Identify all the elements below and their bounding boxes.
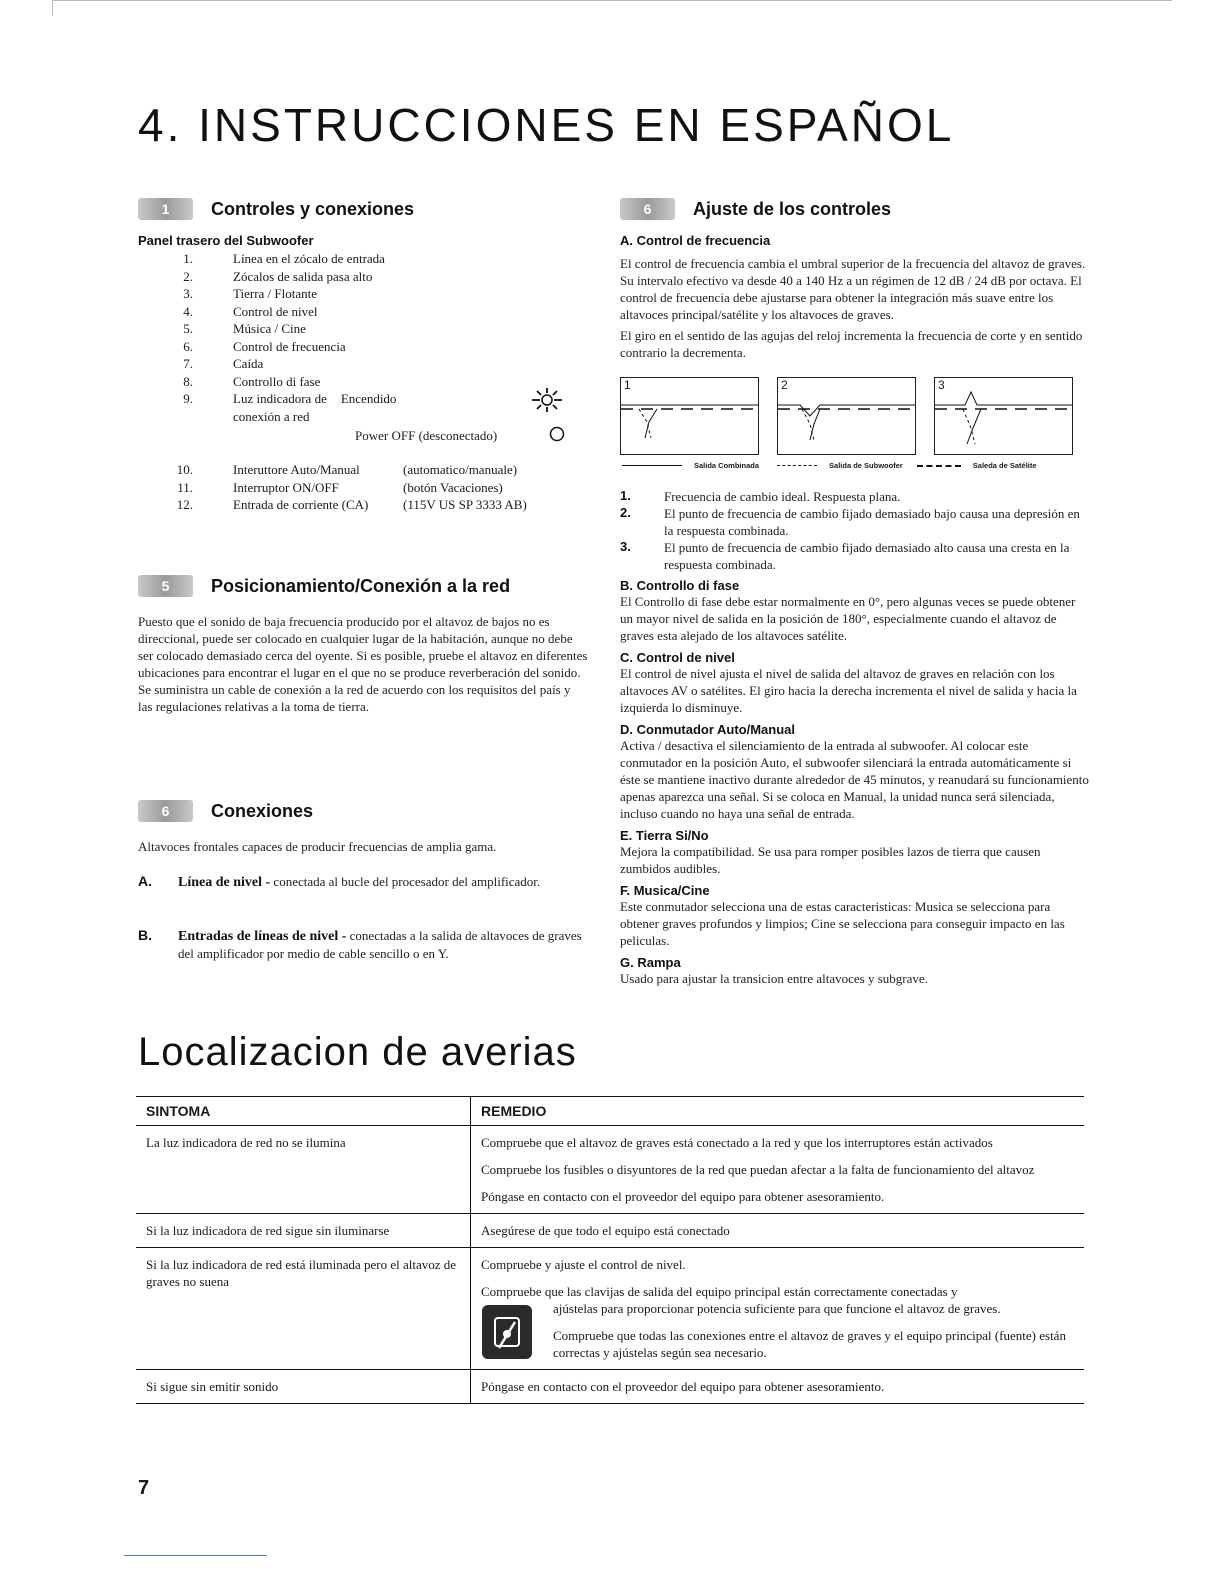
- list-item: 8. Controllo di fase: [183, 373, 321, 389]
- power-off-label: Power OFF (desconectado): [355, 428, 498, 443]
- list-item: 6. Control de frecuencia: [183, 338, 346, 354]
- table-row: [136, 1126, 1084, 1214]
- power-off-icon: [548, 425, 566, 443]
- legend-label: Salida Combinada: [694, 461, 760, 470]
- list-item: 2. Zócalos de salida pasa alto: [183, 268, 373, 284]
- list-item: 9. Luz indicadora de Encendido: [183, 391, 397, 406]
- legend-label: Saleda de Satélite: [972, 461, 1037, 470]
- list-item: 5. Música / Cine: [183, 321, 306, 336]
- list-item: 10. Interuttore Auto/Manual (automatico/manuale): [176, 462, 518, 477]
- connection-item-b: B. Entradas de líneas de nivel - conectadas a la salida de altavoces de graves del amplificador por medio de cable sencillo o en Y.: [138, 927, 582, 961]
- section-1-header: [138, 196, 414, 222]
- level-control-text: El control de nivel ajusta el nivel de salida del altavoz de graves en relación con los altavoces AV o satélites. El giro hacia la derecha incrementa el nivel de salida y hacia la izquierda lo disminuye.: [620, 666, 1077, 715]
- ground-heading: E. Tierra Si/No: [620, 828, 709, 843]
- paragraph: El control de frecuencia cambia el umbral superior de la frecuencia del altavoz de graves. Su intervalo efectivo va desde 40 a 140 Hz a un régimen de 12 dB / 24 dB por octava. El control de frecuencia debe ajustarse para obtener la integración más suave entre los altavoces principal/satélite y los altavoces de graves.: [620, 256, 1086, 322]
- section-title: Ajuste de los controles: [693, 198, 892, 219]
- list-item: 3. El punto de frecuencia de cambio fijado demasiado alto causa una cresta en la respuesta combinada.: [620, 539, 1070, 572]
- section-badge: 6: [620, 198, 675, 220]
- list-item: 12. Entrada de corriente (CA) (115V US SP 3333 AB): [176, 497, 527, 512]
- section-6-adjust-header: [620, 196, 891, 222]
- hand-adjust-icon: [481, 1304, 533, 1360]
- table-row: [136, 1214, 1084, 1248]
- music-cinema-heading: F. Musica/Cine: [620, 883, 710, 898]
- level-control-heading: C. Control de nivel: [620, 650, 735, 665]
- frequency-control-text: [620, 255, 1088, 361]
- troubleshooting-title: Localizacion de averias: [138, 1030, 577, 1074]
- crossover-diagram-1: 1: [620, 377, 759, 455]
- legend-line-dashed: [777, 465, 817, 466]
- table-row: [136, 1248, 1084, 1370]
- controls-details: [620, 578, 1090, 987]
- remedy-cell: Asegúrese de que todo el equipo está conectado: [471, 1214, 1085, 1248]
- symptom-cell: Si la luz indicadora de red sigue sin iluminarse: [136, 1214, 471, 1248]
- scan-border-left: [52, 0, 53, 16]
- crossover-diagram-2: 2: [777, 377, 916, 455]
- list-item: 1. Frecuencia de cambio ideal. Respuesta plana.: [620, 488, 901, 504]
- section-badge: 5: [138, 575, 193, 597]
- table-row: [136, 1370, 1084, 1404]
- legend-line-long-dash: [917, 465, 961, 467]
- scan-artifact-line: [124, 1555, 267, 1556]
- crossover-explanations: [620, 488, 1090, 573]
- section-badge: 1: [138, 198, 193, 220]
- list-item: 1. Línea en el zócalo de entrada: [183, 251, 385, 266]
- crossover-diagram-3: 3: [934, 377, 1073, 455]
- positioning-text: [138, 613, 588, 715]
- scan-border-top: [52, 0, 1172, 1]
- power-on-icon: [530, 387, 564, 413]
- ramp-heading: G. Rampa: [620, 955, 681, 970]
- connection-item-a: A. Línea de nivel - conectada al bucle del procesador del amplificador.: [138, 873, 541, 890]
- list-item: 4. Control de nivel: [183, 303, 318, 319]
- column-header-symptom: SINTOMA: [136, 1097, 471, 1126]
- section-title: Conexiones: [211, 800, 314, 821]
- remedy-cell: Compruebe que el altavoz de graves está conectado a la red y que los interruptores están activados Compruebe los fusibles o disyuntores de la red que puedan afectar a la falta de funcionamiento del altavoz Póngase en contacto con el proveedor del equipo para obtener asesoramiento.: [471, 1126, 1085, 1214]
- diagram-legend: [622, 461, 1037, 470]
- paragraph: Se suministra un cable de conexión a la red de acuerdo con los requisitos del país y las regulaciones relativas a la toma de tierra.: [138, 682, 571, 714]
- page-title: 4. INSTRUCCIONES EN ESPAÑOL: [138, 99, 955, 151]
- section-6-connections-header: [138, 798, 313, 824]
- connections-intro: Altavoces frontales capaces de producir frecuencias de amplia gama.: [138, 839, 497, 854]
- legend-label: Salida de Subwoofer: [829, 461, 903, 470]
- rear-panel-list-2: [138, 461, 527, 514]
- list-item-continuation: conexión a red: [233, 408, 310, 424]
- paragraph: Puesto que el sonido de baja frecuencia producido por el altavoz de bajos no es direccional, puede ser colocado en cualquier lugar de la habitación, aunque no debe ser colocado demasiado cerca del oyente. Si es posible, pruebe el altavoz en diferentes ubicaciones para encontrar el lugar en el que no se produce reverberación del sonido.: [138, 614, 588, 680]
- symptom-cell: Si la luz indicadora de red está iluminada pero el altavoz de graves no suena: [136, 1248, 471, 1370]
- auto-manual-text: Activa / desactiva el silenciamiento de la entrada al subwoofer. Al colocar este conmutador en la posición Auto, el subwoofer silenciará la entrada automáticamente si éste se mantiene inactivo durante alrededor de 45 minutos, y reanudará su funcionamiento apenas aparezca una señal. Si se coloca en Manual, la unidad nunca será silenciada, incluso cuando no haya una señal de entrada.: [620, 738, 1089, 821]
- symptom-cell: Si sigue sin emitir sonido: [136, 1370, 471, 1404]
- ramp-text: Usado para ajustar la transicion entre altavoces y subgrave.: [620, 971, 928, 986]
- legend-line-solid: [622, 465, 682, 466]
- ground-text: Mejora la compatibilidad. Se usa para romper posibles lazos de tierra que causen zumbidos audibles.: [620, 844, 1041, 876]
- remedy-cell: Póngase en contacto con el proveedor del equipo para obtener asesoramiento.: [471, 1370, 1085, 1404]
- table-header-row: [136, 1097, 1084, 1126]
- phase-control-text: El Controllo di fase debe estar normalmente en 0°, pero algunas veces se puede obtener un mayor nivel de salida en la posición de 180°, especialmente cuando el altavoz de graves esta alejado de los altavoces satélite.: [620, 594, 1076, 643]
- list-item: 3. Tierra / Flotante: [183, 286, 318, 301]
- list-item: 2. El punto de frecuencia de cambio fijado demasiado bajo causa una depresión en la respuesta combinada.: [620, 505, 1080, 538]
- list-item: 7. Caída: [183, 356, 264, 371]
- phase-control-heading: B. Controllo di fase: [620, 578, 740, 593]
- column-header-remedy: REMEDIO: [471, 1097, 1085, 1126]
- paragraph: El giro en el sentido de las agujas del reloj incrementa la frecuencia de corte y en sentido contrario la decrementa.: [620, 328, 1083, 360]
- frequency-control-heading: A. Control de frecuencia: [620, 233, 771, 248]
- section-5-header: [138, 573, 510, 599]
- section-title: Posicionamiento/Conexión a la red: [211, 575, 511, 596]
- list-item: 11. Interruptor ON/OFF (botón Vacaciones): [177, 479, 503, 495]
- page-number: 7: [138, 1477, 150, 1499]
- rear-panel-list: [138, 250, 396, 425]
- music-cinema-text: Este conmutador selecciona una de estas caracteristicas: Musica se selecciona para obtener graves profundos y limpios; Cine se selecciona para conseguir impacto en las peliculas.: [620, 899, 1065, 948]
- section-badge: 6: [138, 800, 193, 822]
- symptom-cell: La luz indicadora de red no se ilumina: [136, 1126, 471, 1214]
- auto-manual-heading: D. Conmutador Auto/Manual: [620, 722, 796, 737]
- remedy-cell: Compruebe y ajuste el control de nivel. Compruebe que las clavijas de salida del equipo principal están correctamente conectadas y ajústelas para proporcionar potencia suficiente para que funcione el altavoz de graves. Compruebe que todas las conexiones entre el altavoz de graves y el equipo principal (fuente) están correctas y ajústelas según sea necesario.: [471, 1248, 1085, 1370]
- crossover-diagrams: [620, 377, 1073, 455]
- section-title: Controles y conexiones: [211, 198, 415, 219]
- panel-heading: Panel trasero del Subwoofer: [138, 233, 314, 248]
- troubleshooting-table: [136, 1096, 1084, 1404]
